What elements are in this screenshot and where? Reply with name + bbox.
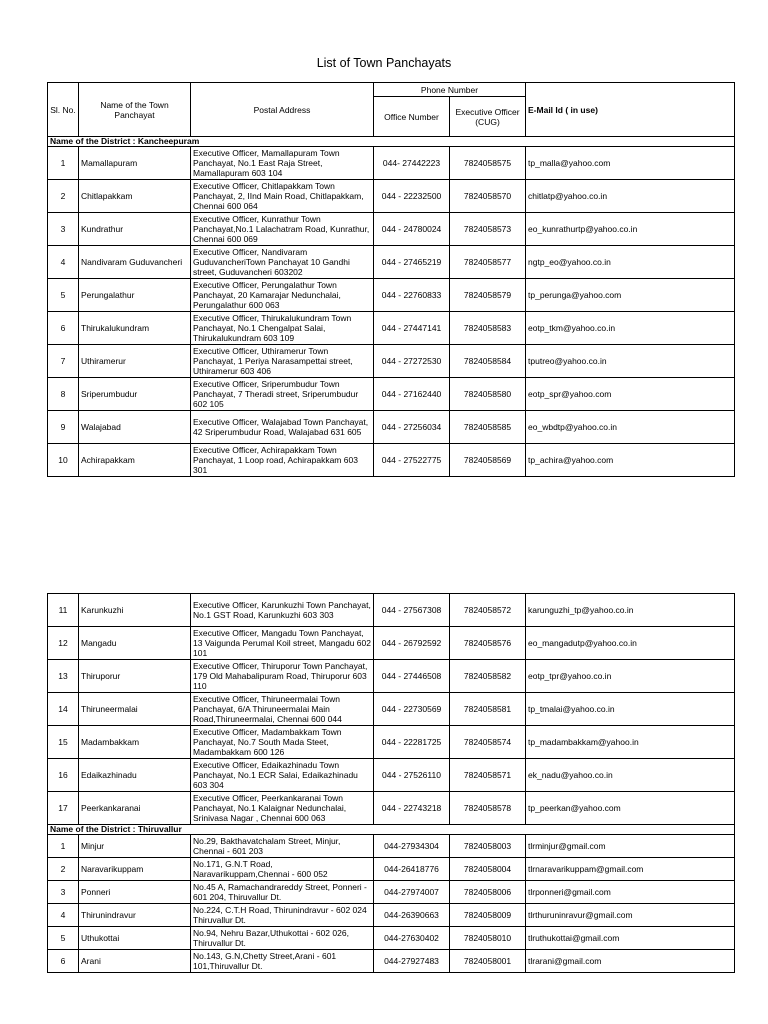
table-row bbox=[48, 881, 735, 904]
table-row bbox=[48, 147, 735, 180]
office-number-cell: 044-26418776 bbox=[374, 858, 450, 881]
sl-no-cell: 12 bbox=[48, 627, 79, 660]
header-email: E-Mail Id ( in use) bbox=[526, 83, 735, 137]
cug-number-cell: 7824058583 bbox=[450, 312, 526, 345]
table-row bbox=[48, 279, 735, 312]
cug-number-cell: 7824058009 bbox=[450, 904, 526, 927]
name-cell: Perungalathur bbox=[79, 279, 191, 312]
table-row bbox=[48, 213, 735, 246]
cug-number-cell: 7824058574 bbox=[450, 726, 526, 759]
address-cell: Executive Officer, Sriperumbudur Town Panchayat, 7 Theradi street, Sriperumbudur 602 105 bbox=[191, 378, 374, 411]
email-cell: chitlatp@yahoo.co.in bbox=[526, 180, 735, 213]
address-cell: Executive Officer, Peerkankaranai Town Panchayat, No.1 Kalaignar Nedunchalai, Srinivasa Nagar , Chennai 600 063 bbox=[191, 792, 374, 825]
name-cell: Ponneri bbox=[79, 881, 191, 904]
name-cell: Thiruneermalai bbox=[79, 693, 191, 726]
sl-no-cell: 14 bbox=[48, 693, 79, 726]
office-number-cell: 044-27630402 bbox=[374, 927, 450, 950]
table-row bbox=[48, 444, 735, 477]
town-panchayat-table-1 bbox=[47, 82, 735, 477]
table-row bbox=[48, 693, 735, 726]
name-cell: Thiruporur bbox=[79, 660, 191, 693]
email-cell: tlrminjur@gmail.com bbox=[526, 835, 735, 858]
table-row bbox=[48, 378, 735, 411]
address-cell: Executive Officer, Walajabad Town Panchayat, 42 Sriperumbudur Road, Walajabad 631 605 bbox=[191, 411, 374, 444]
sl-no-cell: 13 bbox=[48, 660, 79, 693]
email-cell: eotp_tpr@yahoo.co.in bbox=[526, 660, 735, 693]
name-cell: Thirunindravur bbox=[79, 904, 191, 927]
name-cell: Naravarikuppam bbox=[79, 858, 191, 881]
address-cell: Executive Officer, Mangadu Town Panchayat, 13 Vaigunda Perumal Koil street, Mangadu 602 101 bbox=[191, 627, 374, 660]
table-row bbox=[48, 792, 735, 825]
table-row bbox=[48, 835, 735, 858]
address-cell: Executive Officer, Edaikazhinadu Town Panchayat, No.1 ECR Salai, Edaikazhinadu 603 304 bbox=[191, 759, 374, 792]
office-number-cell: 044 - 22281725 bbox=[374, 726, 450, 759]
name-cell: Sriperumbudur bbox=[79, 378, 191, 411]
address-cell: Executive Officer, Kunrathur Town Panchayat,No.1 Lalachatram Road, Kunrathur, Chennai 600 069 bbox=[191, 213, 374, 246]
email-cell: tlrponneri@gmail.com bbox=[526, 881, 735, 904]
email-cell: eotp_spr@yahoo.com bbox=[526, 378, 735, 411]
office-number-cell: 044 - 22730569 bbox=[374, 693, 450, 726]
cug-number-cell: 7824058010 bbox=[450, 927, 526, 950]
sl-no-cell: 3 bbox=[48, 881, 79, 904]
address-cell: Executive Officer, Karunkuzhi Town Panchayat, No.1 GST Road, Karunkuzhi 603 303 bbox=[191, 594, 374, 627]
header-address: Postal Address bbox=[191, 83, 374, 137]
email-cell: eo_wbdtp@yahoo.co.in bbox=[526, 411, 735, 444]
sl-no-cell: 8 bbox=[48, 378, 79, 411]
sl-no-cell: 16 bbox=[48, 759, 79, 792]
email-cell: tp_malla@yahoo.com bbox=[526, 147, 735, 180]
cug-number-cell: 7824058006 bbox=[450, 881, 526, 904]
table-row bbox=[48, 858, 735, 881]
email-cell: tp_achira@yahoo.com bbox=[526, 444, 735, 477]
header-office-number: Office Number bbox=[374, 97, 450, 137]
cug-number-cell: 7824058569 bbox=[450, 444, 526, 477]
address-cell: No.94, Nehru Bazar,Uthukottai - 602 026, Thiruvallur Dt. bbox=[191, 927, 374, 950]
table-row bbox=[48, 345, 735, 378]
email-cell: tlrarani@gmail.com bbox=[526, 950, 735, 973]
name-cell: Uthukottai bbox=[79, 927, 191, 950]
sl-no-cell: 3 bbox=[48, 213, 79, 246]
office-number-cell: 044 - 27256034 bbox=[374, 411, 450, 444]
office-number-cell: 044 - 27446508 bbox=[374, 660, 450, 693]
sl-no-cell: 1 bbox=[48, 835, 79, 858]
address-cell: Executive Officer, Achirapakkam Town Panchayat, 1 Loop road, Achirapakkam 603 301 bbox=[191, 444, 374, 477]
email-cell: tlruthukottai@gmail.com bbox=[526, 927, 735, 950]
sl-no-cell: 11 bbox=[48, 594, 79, 627]
name-cell: Minjur bbox=[79, 835, 191, 858]
table-row bbox=[48, 411, 735, 444]
office-number-cell: 044 - 27162440 bbox=[374, 378, 450, 411]
sl-no-cell: 2 bbox=[48, 858, 79, 881]
name-cell: Achirapakkam bbox=[79, 444, 191, 477]
office-number-cell: 044-27934304 bbox=[374, 835, 450, 858]
cug-number-cell: 7824058570 bbox=[450, 180, 526, 213]
name-cell: Chitlapakkam bbox=[79, 180, 191, 213]
address-cell: Executive Officer, Mamallapuram Town Panchayat, No.1 East Raja Street, Mamallapuram 603 104 bbox=[191, 147, 374, 180]
district-heading: Name of the District : Kancheepuram bbox=[48, 137, 735, 147]
sl-no-cell: 7 bbox=[48, 345, 79, 378]
cug-number-cell: 7824058578 bbox=[450, 792, 526, 825]
header-executive-officer: Executive Officer (CUG) bbox=[450, 97, 526, 137]
cug-number-cell: 7824058001 bbox=[450, 950, 526, 973]
name-cell: Mamallapuram bbox=[79, 147, 191, 180]
office-number-cell: 044 - 27447141 bbox=[374, 312, 450, 345]
office-number-cell: 044-27974007 bbox=[374, 881, 450, 904]
district-heading: Name of the District : Thiruvallur bbox=[48, 825, 735, 835]
office-number-cell: 044 - 26792592 bbox=[374, 627, 450, 660]
office-number-cell: 044 - 27567308 bbox=[374, 594, 450, 627]
table-row bbox=[48, 950, 735, 973]
address-cell: Executive Officer, Nandivaram GuduvancheriTown Panchayat 10 Gandhi street, Guduvancheri 603202 bbox=[191, 246, 374, 279]
table-row bbox=[48, 627, 735, 660]
cug-number-cell: 7824058582 bbox=[450, 660, 526, 693]
email-cell: eo_mangadutp@yahoo.co.in bbox=[526, 627, 735, 660]
cug-number-cell: 7824058573 bbox=[450, 213, 526, 246]
name-cell: Arani bbox=[79, 950, 191, 973]
office-number-cell: 044 - 27526110 bbox=[374, 759, 450, 792]
sl-no-cell: 5 bbox=[48, 279, 79, 312]
sl-no-cell: 9 bbox=[48, 411, 79, 444]
sl-no-cell: 5 bbox=[48, 927, 79, 950]
address-cell: Executive Officer, Uthiramerur Town Panchayat, 1 Periya Narasampettai street, Uthiramerur 603 406 bbox=[191, 345, 374, 378]
email-cell: tp_madambakkam@yahoo.in bbox=[526, 726, 735, 759]
table-row bbox=[48, 312, 735, 345]
name-cell: Peerkankaranai bbox=[79, 792, 191, 825]
name-cell: Uthiramerur bbox=[79, 345, 191, 378]
table-row bbox=[48, 246, 735, 279]
address-cell: Executive Officer, Chitlapakkam Town Panchayat, 2, IInd Main Road, Chitlapakkam, Chennai 600 064 bbox=[191, 180, 374, 213]
office-number-cell: 044 - 27465219 bbox=[374, 246, 450, 279]
email-cell: tp_tmalai@yahoo.co.in bbox=[526, 693, 735, 726]
email-cell: eotp_tkm@yahoo.co.in bbox=[526, 312, 735, 345]
email-cell: karunguzhi_tp@yahoo.co.in bbox=[526, 594, 735, 627]
office-number-cell: 044-26390663 bbox=[374, 904, 450, 927]
sl-no-cell: 2 bbox=[48, 180, 79, 213]
address-cell: No.45 A, Ramachandrareddy Street, Ponneri - 601 204, Thiruvallur Dt. bbox=[191, 881, 374, 904]
email-cell: tp_peerkan@yahoo.com bbox=[526, 792, 735, 825]
table-row bbox=[48, 726, 735, 759]
header-phone-number: Phone Number bbox=[374, 83, 526, 97]
cug-number-cell: 7824058579 bbox=[450, 279, 526, 312]
office-number-cell: 044 - 22760833 bbox=[374, 279, 450, 312]
sl-no-cell: 17 bbox=[48, 792, 79, 825]
address-cell: Executive Officer, Thiruporur Town Panchayat, 179 Old Mahabalipuram Road, Thiruporur 603 110 bbox=[191, 660, 374, 693]
cug-number-cell: 7824058580 bbox=[450, 378, 526, 411]
email-cell: tp_perunga@yahoo.com bbox=[526, 279, 735, 312]
address-cell: Executive Officer, Madambakkam Town Panchayat, No.7 South Mada Steet, Madambakkam 600 126 bbox=[191, 726, 374, 759]
name-cell: Kundrathur bbox=[79, 213, 191, 246]
cug-number-cell: 7824058584 bbox=[450, 345, 526, 378]
name-cell: Walajabad bbox=[79, 411, 191, 444]
office-number-cell: 044-27927483 bbox=[374, 950, 450, 973]
address-cell: No.224, C.T.H Road, Thirunindravur - 602 024 Thiruvallur Dt. bbox=[191, 904, 374, 927]
cug-number-cell: 7824058576 bbox=[450, 627, 526, 660]
office-number-cell: 044 - 27522775 bbox=[374, 444, 450, 477]
sl-no-cell: 10 bbox=[48, 444, 79, 477]
sl-no-cell: 4 bbox=[48, 246, 79, 279]
table-row bbox=[48, 927, 735, 950]
name-cell: Mangadu bbox=[79, 627, 191, 660]
sl-no-cell: 6 bbox=[48, 950, 79, 973]
address-cell: No.29, Bakthavatchalam Street, Minjur, Chennai - 601 203 bbox=[191, 835, 374, 858]
cug-number-cell: 7824058575 bbox=[450, 147, 526, 180]
sl-no-cell: 6 bbox=[48, 312, 79, 345]
page-title: List of Town Panchayats bbox=[316, 56, 452, 70]
cug-number-cell: 7824058004 bbox=[450, 858, 526, 881]
address-cell: Executive Officer, Thiruneermalai Town Panchayat, 6/A Thiruneermalai Main Road,Thiruneermalai, Chennai 600 044 bbox=[191, 693, 374, 726]
sl-no-cell: 1 bbox=[48, 147, 79, 180]
address-cell: Executive Officer, Thirukalukundram Town Panchayat, No.1 Chengalpat Salai, Thirukalukundram 603 109 bbox=[191, 312, 374, 345]
name-cell: Nandivaram Guduvancheri bbox=[79, 246, 191, 279]
cug-number-cell: 7824058577 bbox=[450, 246, 526, 279]
town-panchayat-table-2 bbox=[47, 593, 735, 973]
email-cell: tputreo@yahoo.co.in bbox=[526, 345, 735, 378]
table-row bbox=[48, 180, 735, 213]
email-cell: ek_nadu@yahoo.co.in bbox=[526, 759, 735, 792]
header-sl-no: Sl. No. bbox=[48, 83, 79, 137]
name-cell: Edaikazhinadu bbox=[79, 759, 191, 792]
cug-number-cell: 7824058572 bbox=[450, 594, 526, 627]
name-cell: Thirukalukundram bbox=[79, 312, 191, 345]
table-row bbox=[48, 759, 735, 792]
email-cell: tlrthuruninravur@gmail.com bbox=[526, 904, 735, 927]
cug-number-cell: 7824058571 bbox=[450, 759, 526, 792]
email-cell: tlrnaravarikuppam@gmail.com bbox=[526, 858, 735, 881]
address-cell: No.143, G.N,Chetty Street,Arani - 601 101,Thiruvallur Dt. bbox=[191, 950, 374, 973]
cug-number-cell: 7824058585 bbox=[450, 411, 526, 444]
table-row bbox=[48, 594, 735, 627]
cug-number-cell: 7824058581 bbox=[450, 693, 526, 726]
name-cell: Madambakkam bbox=[79, 726, 191, 759]
table-row bbox=[48, 904, 735, 927]
office-number-cell: 044 - 24780024 bbox=[374, 213, 450, 246]
address-cell: Executive Officer, Perungalathur Town Panchayat, 20 Kamarajar Nedunchalai, Perungalathur 600 063 bbox=[191, 279, 374, 312]
office-number-cell: 044 - 22743218 bbox=[374, 792, 450, 825]
name-cell: Karunkuzhi bbox=[79, 594, 191, 627]
address-cell: No.171, G.N.T Road, Naravarikuppam,Chennai - 600 052 bbox=[191, 858, 374, 881]
office-number-cell: 044- 27442223 bbox=[374, 147, 450, 180]
email-cell: eo_kunrathurtp@yahoo.co.in bbox=[526, 213, 735, 246]
sl-no-cell: 4 bbox=[48, 904, 79, 927]
office-number-cell: 044 - 27272530 bbox=[374, 345, 450, 378]
header-name: Name of the Town Panchayat bbox=[79, 83, 191, 137]
email-cell: ngtp_eo@yahoo.co.in bbox=[526, 246, 735, 279]
office-number-cell: 044 - 22232500 bbox=[374, 180, 450, 213]
cug-number-cell: 7824058003 bbox=[450, 835, 526, 858]
table-row bbox=[48, 660, 735, 693]
sl-no-cell: 15 bbox=[48, 726, 79, 759]
